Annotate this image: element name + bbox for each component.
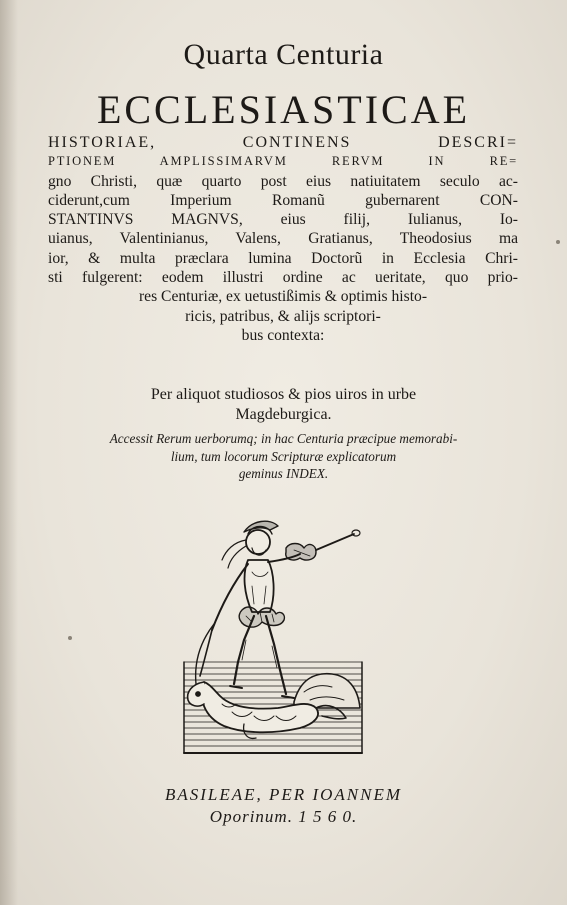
body-line: ricis, patribus, & alijs scriptori-: [185, 307, 381, 325]
authors-line: Per aliquot studiosos & pios uiros in urbe: [150, 386, 417, 403]
authors-line: Magdeburgica.: [235, 406, 332, 423]
imprint-line: BASILEAE, PER IOANNEM: [165, 785, 402, 804]
imprint: [0, 784, 567, 828]
title-body: [48, 133, 518, 345]
title-line-2: ECCLESIASTICAE: [96, 87, 471, 132]
body-line: STANTINVS MAGNVS, eius filij, Iulianus, Io-: [48, 211, 518, 229]
index-note-line: Accessit Rerum uerborumq; in hac Centuria præcipue memorabi-: [109, 431, 458, 446]
index-note: [0, 430, 567, 483]
body-line: ior, & multa præclara lumina Doctorũ in Ecclesia Chri-: [48, 249, 518, 267]
imprint-line: Oporinum. 1 5 6 0.: [209, 807, 358, 826]
title-line-1: Quarta Centuria: [183, 38, 384, 71]
arion-dolphin-woodcut-icon: [182, 512, 364, 757]
index-note-line: lium, tum locorum Scripturæ explicatorum: [170, 448, 397, 464]
index-note-line: geminus INDEX.: [238, 466, 329, 481]
body-line: sti fulgerent: eodem illustri ordine ac ueritate, quo prio-: [48, 269, 518, 287]
body-line: PTIONEM AMPLISSIMARVM RERVM IN RE=: [48, 154, 518, 169]
body-line: uianus, Valentinianus, Valens, Gratianus, Theodosius ma: [48, 230, 518, 248]
page-speck: [68, 636, 72, 640]
page-speck: [556, 240, 560, 244]
body-line: res Centuriæ, ex uetustißimis & optimis histo-: [138, 288, 428, 306]
authors-block: [0, 385, 567, 425]
body-line: bus contexta:: [241, 326, 325, 344]
body-line: gno Christi, quæ quarto post eius natiuitatem seculo ac-: [48, 172, 518, 190]
body-line: HISTORIAE, CONTINENS DESCRI=: [48, 134, 518, 151]
body-line: ciderunt,cum Imperium Romanũ gubernarent CON-: [48, 191, 518, 209]
